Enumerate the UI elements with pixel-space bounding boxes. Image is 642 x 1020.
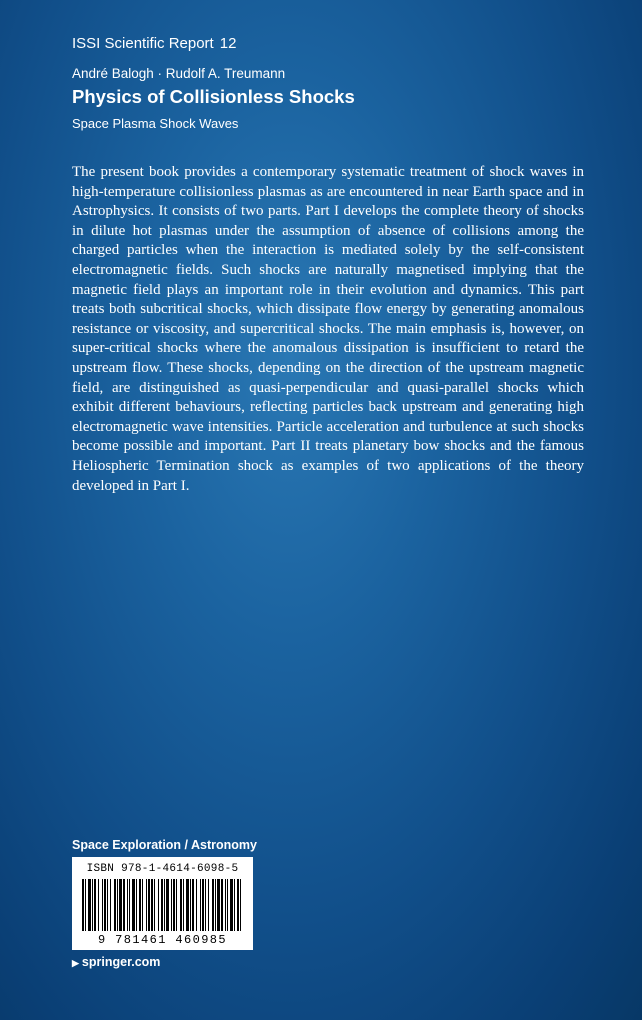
barcode-bar: [98, 879, 99, 931]
barcode-bar: [139, 879, 141, 931]
website-label: springer.com: [81, 955, 161, 969]
isbn-barcode: [72, 857, 253, 950]
barcode-bar: [212, 879, 214, 931]
barcode-bar: [154, 879, 155, 931]
barcode-bar: [196, 879, 197, 931]
barcode-bar: [136, 879, 137, 931]
barcode-bar: [200, 879, 201, 931]
series-line: [72, 35, 236, 52]
barcode-bar: [192, 879, 194, 931]
barcode-bar: [85, 879, 86, 931]
barcode-bar: [173, 879, 175, 931]
barcode-bar: [215, 879, 216, 931]
book-subtitle: Space Plasma Shock Waves: [72, 116, 239, 131]
barcode-bar: [94, 879, 96, 931]
subject-category: Space Exploration / Astronomy: [72, 838, 257, 852]
barcode-digits: 9 781461 460985: [97, 933, 228, 947]
barcode-bar: [82, 879, 84, 931]
barcode-bar: [127, 879, 128, 931]
barcode-bar: [166, 879, 169, 931]
barcode-bar: [183, 879, 184, 931]
barcode-bar: [225, 879, 226, 931]
barcode-bar: [158, 879, 159, 931]
barcode-bar: [180, 879, 182, 931]
barcode-bar: [132, 879, 135, 931]
barcode-bar: [217, 879, 220, 931]
barcode-bar: [176, 879, 177, 931]
barcode-bar: [142, 879, 143, 931]
barcode-bar: [119, 879, 122, 931]
book-title: Physics of Collisionless Shocks: [72, 86, 355, 107]
series-name: ISSI Scientific Report: [72, 35, 214, 52]
barcode-bar: [186, 879, 189, 931]
barcode-bar: [114, 879, 116, 931]
barcode-bar: [240, 879, 241, 931]
barcode-bar: [205, 879, 206, 931]
series-number: 12: [219, 35, 237, 52]
barcode-bar: [104, 879, 106, 931]
barcode-bar: [151, 879, 153, 931]
publisher-website[interactable]: [72, 955, 160, 969]
barcode-bar: [161, 879, 163, 931]
barcode-bar: [230, 879, 233, 931]
barcode-bar: [234, 879, 235, 931]
barcode-bar: [227, 879, 228, 931]
book-description: The present book provides a contemporary systematic treatment of shock waves in high-temperature collisionless plasmas as are encountered in near Earth space and in Astrophysics. It consists of two parts. Part I develops the complete theory of shocks in dilute hot plasmas under the assumption of absence of collisions among the charged particles when the interaction is mediated solely by the self-consistent electromagnetic fields. Such shocks are naturally magnetised implying that the magnetic field plays an important role in their evolution and dynamics. This part treats both subcritical shocks, which dissipate flow energy by generating anomalous resistance or viscosity, and supercritical shocks. The main emphasis is, however, on super-critical shocks where the anomalous dissipation is insufficient to retard the upstream flow. These shocks, depending on the direction of the upstream magnetic field, are distinguished as quasi-perpendicular and quasi-parallel shocks which exhibit different behaviours, reflecting particles back upstream and generating high electromagnetic wave intensities. Particle acceleration and turbulence at such shocks become possible and important. Part II treats planetary bow shocks and the famous Heliospheric Termination shock as examples of two applications of the theory developed in Part I.: [72, 164, 584, 494]
barcode-bar: [171, 879, 172, 931]
barcode-bar: [190, 879, 191, 931]
authors: André Balogh · Rudolf A. Treumann: [72, 66, 286, 81]
barcode-bar: [202, 879, 204, 931]
barcode-bar: [164, 879, 165, 931]
barcode-bar: [237, 879, 239, 931]
barcode-bars: [80, 879, 245, 931]
barcode-bar: [107, 879, 108, 931]
barcode-bar: [221, 879, 223, 931]
barcode-bar: [117, 879, 118, 931]
isbn-label: ISBN 978-1-4614-6098-5: [86, 863, 239, 875]
barcode-bar: [208, 879, 209, 931]
barcode-bar: [88, 879, 91, 931]
barcode-bar: [129, 879, 130, 931]
barcode-bar: [146, 879, 147, 931]
barcode-bar: [92, 879, 93, 931]
barcode-bar: [102, 879, 103, 931]
barcode-bar: [123, 879, 125, 931]
barcode-bar: [148, 879, 150, 931]
barcode-bar: [110, 879, 111, 931]
triangle-right-icon: ▶: [72, 958, 79, 968]
